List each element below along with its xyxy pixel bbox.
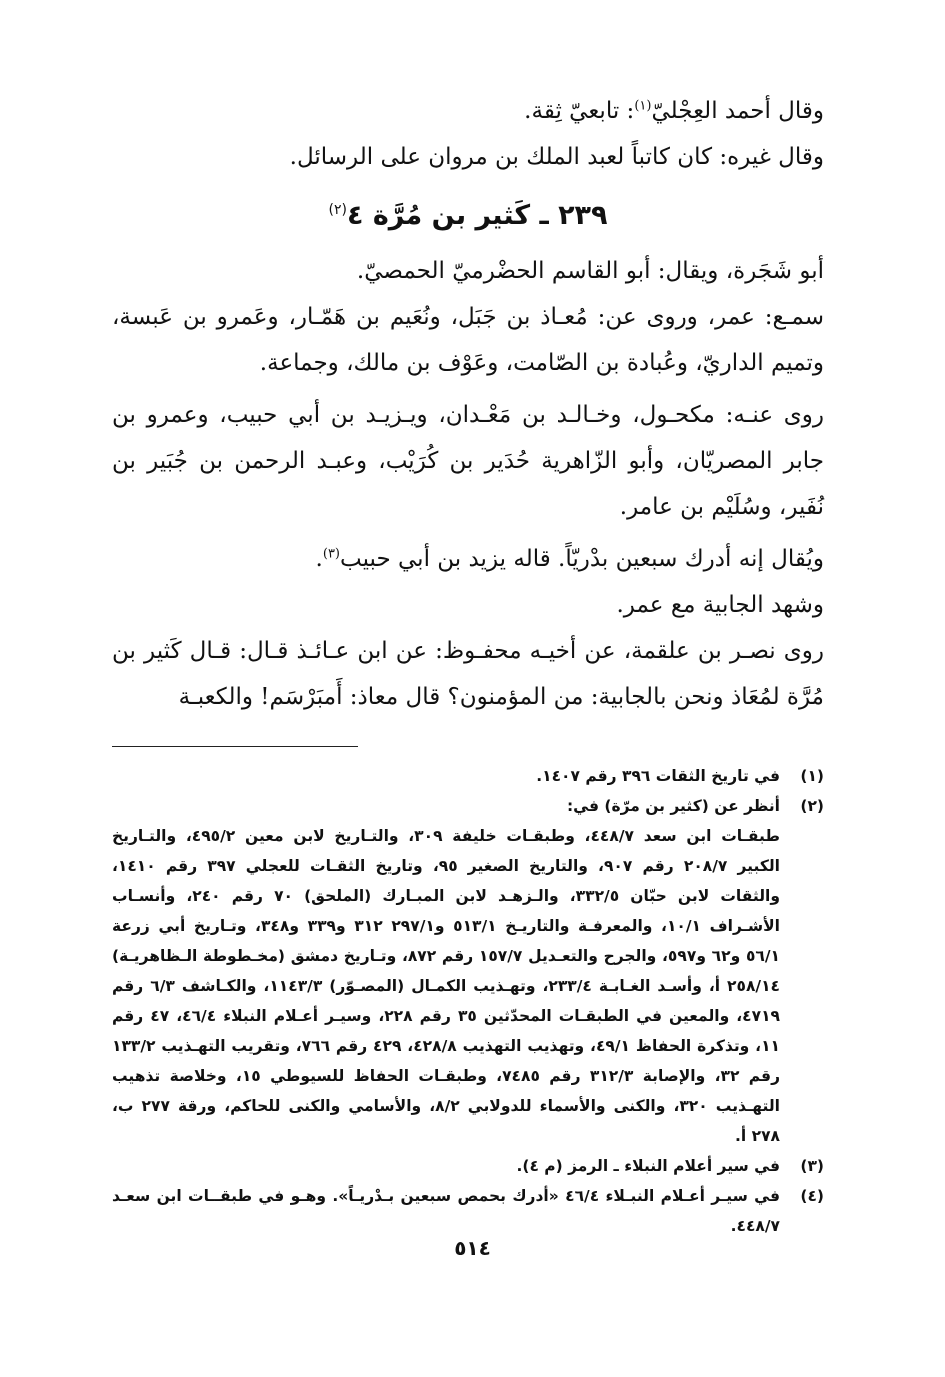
footnote-number: (٢) (800, 797, 824, 815)
footnote-number: (٣) (800, 1157, 824, 1175)
paragraph-ijli (112, 88, 824, 134)
footnote-ref-3[interactable]: (٣) (322, 546, 340, 562)
footnote-text: في سيـر أعـلام النبـلاء ٤٦/٤ «أدرك بحمص سبعين بـدْريـاً». وهـو في طبقــات ابن سعـد ٤٤٨/٧. (112, 1187, 780, 1235)
paragraph-kunya: أبو شَجَرة، ويقال: أبو القاسم الحضْرميّ الحمصيّ. (356, 258, 824, 284)
footnote-2 (112, 791, 824, 821)
paragraph-other-saying: وقال غيره: كان كاتباً لعبد الملك بن مروان على الرسائل. (289, 144, 824, 170)
footnote-ref-1[interactable]: (١) (634, 98, 652, 114)
footnote-text: في تاريخ الثقات ٣٩٦ رقم ١٤٠٧. (536, 767, 780, 785)
entry-heading (112, 190, 824, 236)
entry-title: ٢٣٩ ـ كَثير بن مُرَّة ٤ (346, 200, 608, 231)
footnote-2-sources: طبقـات ابن سعد ٤٤٨/٧، وطبقـات خليفة ٣٠٩، والتـاريخ لابن معين ٤٩٥/٢، والتـاريخ الكبير ٢٠٨/٧ رقم ٩٠٧، والتاريخ الصغير ٩٥، وتاريخ الثقـات للعجلي ٣٩٧ رقم ١٤١٠، والثقات لابن حبّان ٣٣٢/٥، والـزهـد لابن المبـارك (الملحق) ٧٠ رقم ٢٤٠، وأنسـاب الأشـراف ١٠/١، والمعرفـة والتاريـخ ٥١٣/١ و٢٩٧/١ ٣١٢ و٣٣٩ و٣٤٨، وتـاريخ أبي زرعة ٥٦/١ و٦٢ و٥٩٧، والجرح والتعـديل ١٥٧/٧ رقم ٨٧٢، وتـاريخ دمشق (مخـطوطة الـظاهريـة) ٢٥٨/١٤ أ، وأسـد الغـابـة ٢٣٣/٤، وتهـذيب الكمـال (المصـوّر) ١١٤٣/٣، والكـاشف ٦/٣ رقم ٤٧١٩، والمعين في الطبقـات المحدّثين ٣٥ رقم ٢٢٨، وسيـر أعـلام النبلاء ٤٦/٤، ٤٧ رقم ١١، وتذكرة الحفاظ ٤٩/١، وتهذيب التهذيب ٤٢٨/٨، ٤٢٩ رقم ٧٦٦، وتقريب التهـذيب ١٣٣/٢ رقم ٣٢، والإصابة ٣١٢/٣ رقم ٧٤٨٥، وطبقـات الحفاظ للسيوطي ١٥، وخلاصة تذهيب التهـذيب ٣٢٠، والكنى والأسماء للدولابي ٨/٢، والأسامي والكنى للحاكم، ورقة ٢٧٧ ب، ٢٧٨ أ. (112, 827, 780, 1145)
page-content (112, 88, 824, 1241)
footnote-divider (112, 746, 358, 747)
paragraph-heard-from: سمـع: عمر، وروى عن: مُعـاذ بن جَبَل، ونُعَيم بن هَمّـار، وعَمرو بن عَبسة، وتميم الداريّ، وعُبادة بن الصّامت، وعَوْف بن مالك، وجماعة. (112, 304, 824, 376)
badr-text: ويُقال إنه أدرك سبعين بدْريّاً. قاله يزيد بن أبي حبيب (340, 546, 824, 572)
page-number: ٥١٤ (454, 1236, 491, 1260)
footnote-1 (112, 761, 824, 791)
footnote-text: أنظر عن (كثير بن مرّة) في: (566, 797, 780, 815)
main-text (112, 88, 824, 720)
footnote-text: في سير أعلام النبلاء ـ الرمز (م ٤). (516, 1157, 780, 1175)
footnote-4 (112, 1181, 824, 1241)
paragraph-narrators: روى عنـه: مكحـول، وخـالـد بن مَعْـدان، ويـزيـد بن أبي حبيب، وعمرو بن جابر المصريّان، وأبو الزّاهرية حُدَير بن كُرَيْب، وعبـد الرحمن بن جُبَير بن نُفَير، وسُلَيْم بن عامر. (112, 402, 824, 520)
paragraph-story: روى نصـر بن علقمة، عن أخيـه محفـوظ: عن ابن عـائـذ قـال: قـال كَثير بن مُرَّة لمُعَاذ ونحن بالجابية: من المؤمنون؟ قال معاذ: أَمبَرْسَم! والكعبـة (112, 638, 824, 710)
footnote-number: (١) (800, 767, 824, 785)
footnote-3 (112, 1151, 824, 1181)
paragraph-jabiya: وشهد الجابية مع عمر. (616, 592, 824, 618)
paragraph-badr (112, 536, 824, 582)
ijli-text: وقال أحمد العِجْليّ (651, 98, 824, 124)
footnote-ref-2[interactable]: (٢) (328, 202, 347, 218)
footnote-number: (٤) (800, 1187, 824, 1205)
ijli-text-end: : تابعيّ ثِقة. (524, 98, 635, 124)
badr-text-end: . (315, 546, 323, 572)
footnotes (112, 761, 824, 1241)
